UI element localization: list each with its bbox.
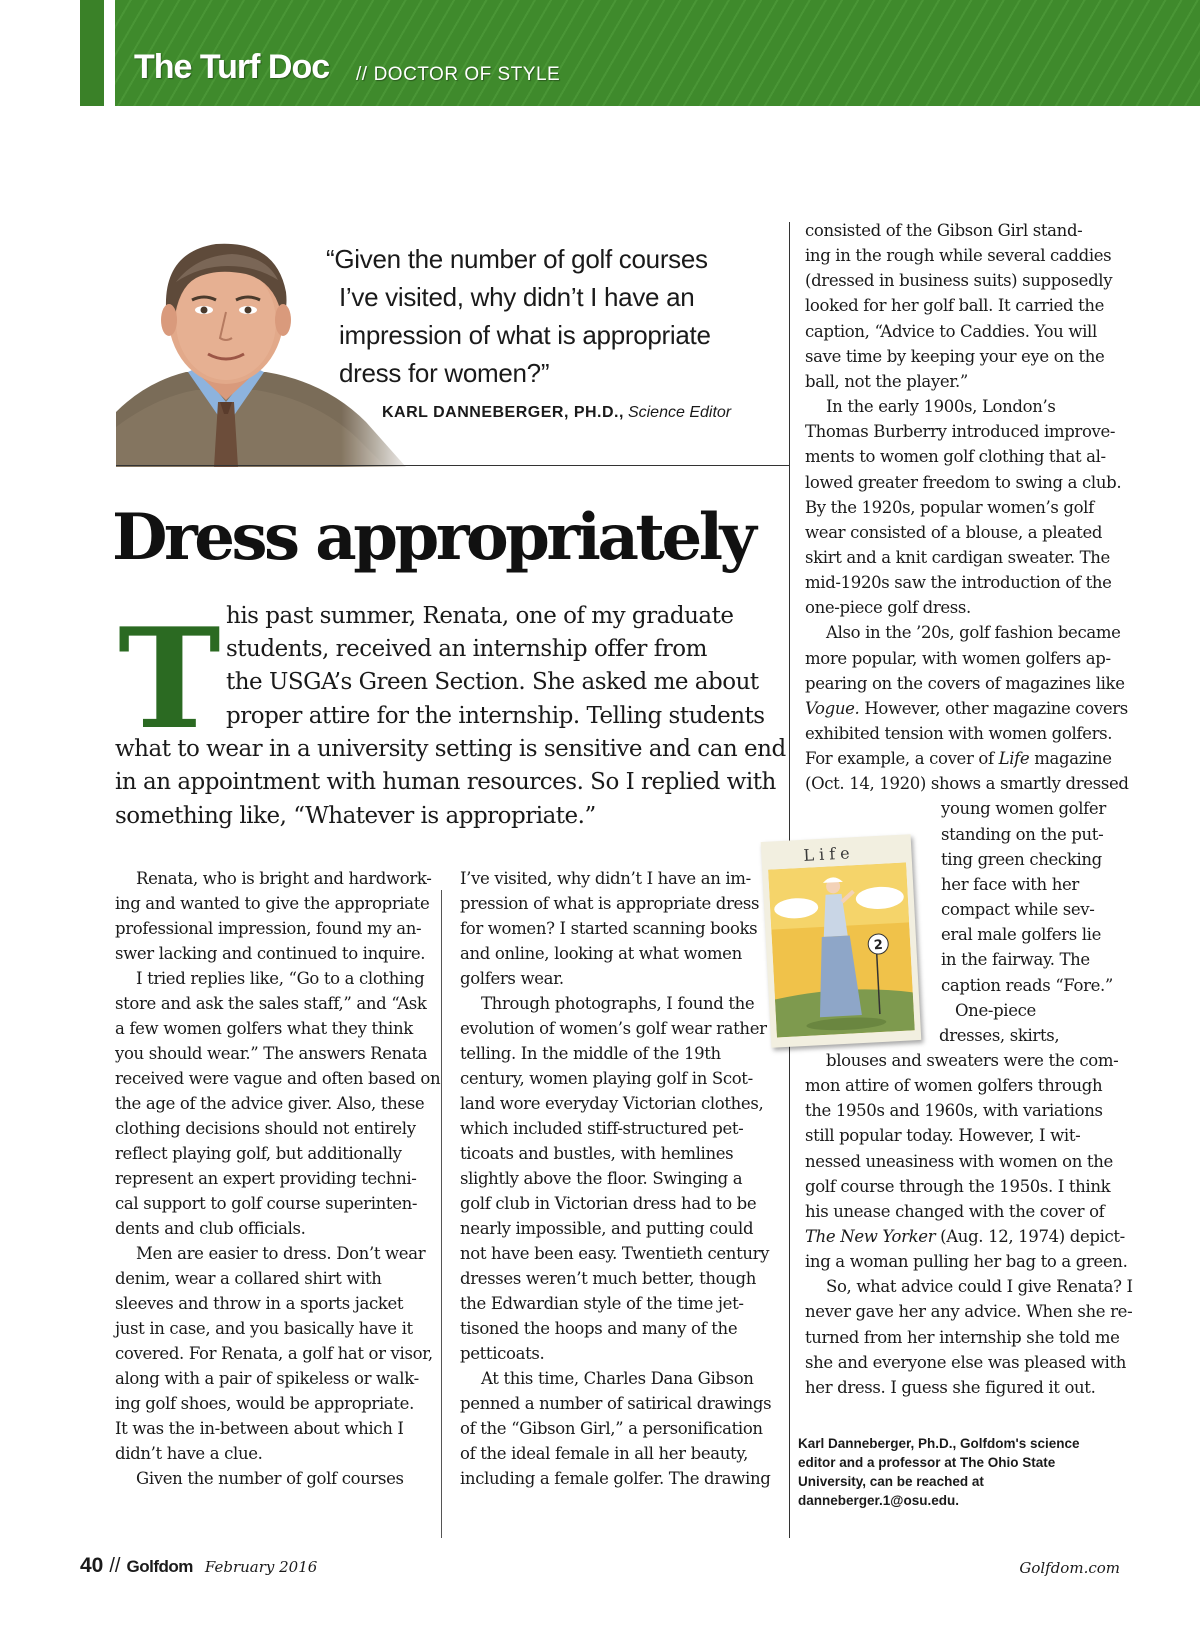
body-text-line: consisted of the Gibson Girl stand- bbox=[805, 221, 1083, 240]
body-text-line: golf course through the 1950s. I think bbox=[805, 1176, 1111, 1196]
footer-separator: // bbox=[109, 1555, 121, 1577]
author-bio-line: editor and a professor at The Ohio State bbox=[798, 1455, 1056, 1470]
section-subtitle-text: DOCTOR OF STYLE bbox=[373, 64, 561, 85]
body-text-line: never gave her any advice. When she re- bbox=[805, 1302, 1133, 1322]
body-text-line: more popular, with women golfers ap- bbox=[805, 648, 1111, 668]
body-text-line: tisoned the hoops and many of the bbox=[460, 1319, 738, 1338]
pull-quote-line: “Given the number of golf courses bbox=[326, 244, 708, 274]
body-text-line: (Oct. 14, 1920) shows a smartly dressed bbox=[805, 774, 1129, 794]
section-title: The Turf Doc bbox=[134, 48, 330, 86]
body-text-line: wear consisted of a blouse, a pleated bbox=[805, 522, 1103, 542]
lede-line: what to wear in a university setting is sensitive and can end bbox=[115, 736, 786, 762]
body-text-line: along with a pair of spikeless or walk- bbox=[115, 1369, 419, 1388]
body-text-line: one-piece golf dress. bbox=[805, 598, 971, 618]
lede-line: students, received an internship offer from bbox=[226, 636, 707, 662]
lede-line: in an appointment with human resources. So I replied with bbox=[115, 769, 776, 795]
pull-quote-role: Science Editor bbox=[627, 404, 732, 421]
body-text-line: By the 1920s, popular women’s golf bbox=[805, 497, 1094, 517]
body-text-line: (dressed in business suits) supposedly bbox=[805, 271, 1113, 291]
pull-quote-line: impression of what is appropriate bbox=[339, 320, 711, 350]
body-text-line: skirt and a knit cardigan sweater. The bbox=[805, 547, 1110, 567]
flag-number: 2 bbox=[873, 937, 884, 954]
body-text-line: ing and wanted to give the appropriate bbox=[115, 894, 430, 913]
body-text-line: nessed uneasiness with women on the bbox=[805, 1151, 1113, 1171]
body-text-line: penned a number of satirical drawings bbox=[460, 1394, 772, 1413]
drop-cap: T bbox=[118, 597, 221, 760]
body-text-line: sleeves and throw in a sports jacket bbox=[115, 1294, 404, 1313]
body-text-line: Given the number of golf courses bbox=[136, 1469, 404, 1488]
body-text-line: her dress. I guess she figured it out. bbox=[805, 1377, 1096, 1397]
body-text-line: golf club in Victorian dress had to be bbox=[460, 1194, 757, 1213]
header-gap bbox=[104, 0, 115, 106]
body-text-line: ing in the rough while several caddies bbox=[805, 246, 1112, 266]
body-text-line: So, what advice could I give Renata? I bbox=[826, 1277, 1133, 1297]
body-text-line: In the early 1900s, London’s bbox=[826, 397, 1056, 417]
body-text-line: mid-1920s saw the introduction of the bbox=[805, 573, 1112, 593]
body-text-line: For example, a cover of Life magazine bbox=[805, 749, 1112, 769]
body-text-line: and online, looking at what women bbox=[460, 944, 742, 963]
body-text-line: pearing on the covers of magazines like bbox=[805, 673, 1125, 693]
issue-date: February 2016 bbox=[204, 1558, 318, 1576]
body-text-line: a few women golfers what they think bbox=[115, 1019, 413, 1038]
body-text-line: looked for her golf ball. It carried the bbox=[805, 296, 1105, 316]
body-text-line: cal support to golf course superinten- bbox=[115, 1194, 418, 1213]
body-text-line: caption reads “Fore.” bbox=[941, 975, 1114, 995]
body-text-line: Renata, who is bright and hardwork- bbox=[136, 869, 432, 888]
body-text-line: Through photographs, I found the bbox=[481, 994, 755, 1013]
body-text-line: of the ideal female in all her beauty, bbox=[460, 1444, 748, 1463]
body-text-line: lowed greater freedom to swing a club. bbox=[805, 472, 1122, 492]
body-text-line: swer lacking and continued to inquire. bbox=[115, 944, 426, 963]
body-text-line: nearly impossible, and putting could bbox=[460, 1219, 754, 1238]
page-number: 40 bbox=[80, 1554, 104, 1577]
body-text-line: just in case, and you basically have it bbox=[115, 1319, 413, 1338]
body-text-line: the 1950s and 1960s, with variations bbox=[805, 1101, 1103, 1121]
body-text-line: ball, not the player.” bbox=[805, 371, 968, 391]
body-text-line: I’ve visited, why didn’t I have an im- bbox=[460, 869, 751, 888]
body-text-line: still popular today. However, I wit- bbox=[805, 1126, 1081, 1146]
body-text-line: which included stiff-structured pet- bbox=[460, 1119, 744, 1138]
body-text-line: ticoats and bustles, with hemlines bbox=[460, 1144, 734, 1163]
body-text-line: not have been easy. Twentieth century bbox=[460, 1244, 770, 1263]
body-text-line: The New Yorker (Aug. 12, 1974) depict- bbox=[805, 1227, 1125, 1246]
lede-line: the USGA’s Green Section. She asked me about bbox=[226, 669, 759, 695]
body-text-line: pression of what is appropriate dress bbox=[460, 894, 760, 913]
body-text-line: ments to women golf clothing that al- bbox=[805, 447, 1106, 467]
footer-folio bbox=[80, 1554, 317, 1578]
body-text-line: his unease changed with the cover of bbox=[805, 1201, 1105, 1221]
author-bio bbox=[798, 1434, 1098, 1510]
body-text-line: of the “Gibson Girl,” a personification bbox=[460, 1419, 763, 1438]
horizontal-rule bbox=[116, 465, 790, 466]
author-bio-line: Karl Danneberger, Ph.D., Golfdom's science bbox=[798, 1436, 1080, 1451]
lede-line: something like, “Whatever is appropriate.” bbox=[115, 803, 596, 829]
life-magazine-cover bbox=[761, 834, 922, 1048]
body-text-line: represent an expert providing techni- bbox=[115, 1169, 417, 1188]
author-email[interactable]: danneberger.1@osu.edu. bbox=[798, 1493, 959, 1508]
section-separator: // bbox=[356, 64, 368, 85]
body-text-line: covered. For Renata, a golf hat or visor, bbox=[115, 1344, 433, 1363]
body-text-line: save time by keeping your eye on the bbox=[805, 346, 1105, 366]
body-text-line: didn’t have a clue. bbox=[115, 1444, 263, 1463]
body-text-line: store and ask the sales staff,” and “Ask bbox=[115, 994, 427, 1013]
body-text-line: denim, wear a collared shirt with bbox=[115, 1269, 382, 1288]
body-text-line: evolution of women’s golf wear rather bbox=[460, 1019, 767, 1038]
body-text-line: golfers wear. bbox=[460, 969, 564, 988]
body-text-line: Men are easier to dress. Don’t wear bbox=[136, 1244, 426, 1263]
pull-quote-line: I’ve visited, why didn’t I have an bbox=[339, 282, 695, 312]
body-text-line: One-piece bbox=[955, 1000, 1036, 1020]
pull-quote-author: KARL DANNEBERGER, PH.D., bbox=[382, 404, 624, 421]
body-text-line: in the fairway. The bbox=[941, 950, 1090, 970]
body-text-line: clothing decisions should not entirely bbox=[115, 1119, 416, 1138]
body-text-line: ing a woman pulling her bag to a green. bbox=[805, 1252, 1128, 1272]
body-text-line: Vogue. However, other magazine covers bbox=[805, 698, 1128, 718]
body-text-line: ting green checking bbox=[941, 849, 1102, 869]
body-text-line: land wore everyday Victorian clothes, bbox=[460, 1094, 764, 1113]
body-text-line: young women golfer bbox=[941, 799, 1106, 819]
pull-quote-line: dress for women?” bbox=[339, 358, 550, 388]
body-text-line: reflect playing golf, but additionally bbox=[115, 1144, 402, 1163]
header-accent-stripe bbox=[80, 0, 104, 106]
body-text-line: exhibited tension with women golfers. bbox=[805, 724, 1113, 743]
body-text-line: the Edwardian style of the time jet- bbox=[460, 1294, 744, 1313]
lede-line: his past summer, Renata, one of my graduate bbox=[226, 603, 734, 629]
body-text-line: standing on the put- bbox=[941, 824, 1104, 844]
life-cover-title: Life bbox=[802, 843, 856, 865]
pull-quote-attribution bbox=[382, 404, 731, 422]
body-text-line: ing golf shoes, would be appropriate. bbox=[115, 1394, 414, 1413]
body-text-line: blouses and sweaters were the com- bbox=[826, 1050, 1119, 1070]
body-text-line: dents and club officials. bbox=[115, 1219, 306, 1238]
body-text-line: Thomas Burberry introduced improve- bbox=[805, 422, 1116, 442]
body-text-line: the age of the advice giver. Also, these bbox=[115, 1094, 425, 1113]
body-text-line: telling. In the middle of the 19th bbox=[460, 1044, 721, 1063]
body-text-line: eral male golfers lie bbox=[941, 925, 1101, 945]
body-text-line: century, women playing golf in Scot- bbox=[460, 1069, 753, 1088]
body-text-line: mon attire of women golfers through bbox=[805, 1076, 1103, 1096]
body-text-line: her face with her bbox=[941, 874, 1079, 894]
section-subtitle bbox=[356, 64, 560, 86]
body-text-line: dresses weren’t much better, though bbox=[460, 1269, 756, 1288]
body-text-line: you should wear.” The answers Renata bbox=[115, 1044, 428, 1063]
body-text-line: turned from her internship she told me bbox=[805, 1327, 1120, 1347]
website-link[interactable]: Golfdom.com bbox=[1019, 1559, 1120, 1577]
body-text-line: including a female golfer. The drawing bbox=[460, 1469, 771, 1488]
author-bio-line: University, can be reached at bbox=[798, 1474, 984, 1489]
body-text-line: for women? I started scanning books bbox=[460, 919, 758, 938]
article-headline: Dress appropriately bbox=[112, 500, 754, 575]
body-text-line: she and everyone else was pleased with bbox=[805, 1352, 1127, 1372]
body-text-line: compact while sev- bbox=[941, 900, 1095, 920]
life-cover-illustration bbox=[768, 862, 915, 1037]
body-text-line: Also in the ’20s, golf fashion became bbox=[826, 623, 1121, 643]
body-text-line: I tried replies like, “Go to a clothing bbox=[136, 969, 425, 988]
body-text-line: dresses, skirts, bbox=[939, 1025, 1060, 1045]
lede-line: proper attire for the internship. Telling students bbox=[226, 703, 765, 729]
body-text-line: It was the in-between about which I bbox=[115, 1419, 404, 1438]
body-text-line: professional impression, found my an- bbox=[115, 919, 422, 938]
body-text-line: slightly above the floor. Swinging a bbox=[460, 1169, 743, 1188]
body-text-line: At this time, Charles Dana Gibson bbox=[481, 1369, 754, 1388]
column-rule bbox=[441, 890, 442, 1538]
magazine-name: Golfdom bbox=[126, 1557, 193, 1576]
pull-quote bbox=[326, 240, 746, 392]
body-text-line: received were vague and often based on bbox=[115, 1069, 441, 1088]
body-text-line: caption, “Advice to Caddies. You will bbox=[805, 321, 1097, 341]
body-text-line: petticoats. bbox=[460, 1344, 545, 1363]
